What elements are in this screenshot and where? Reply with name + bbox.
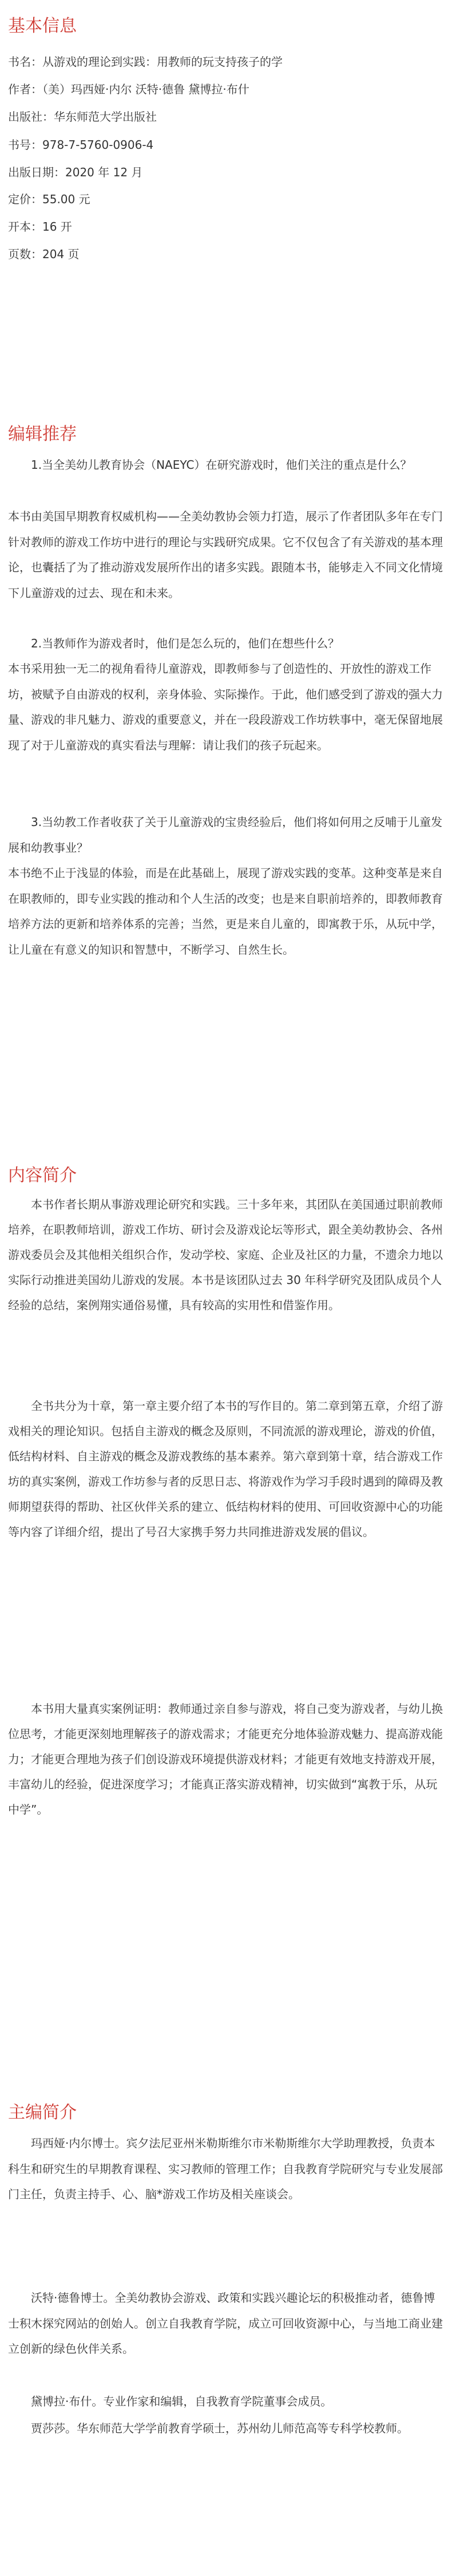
intro-deborah-bush: 黛博拉·布什。专业作家和编辑，自我教育学院董事会成员。 <box>8 2395 332 2408</box>
intro-jia-shasha: 贾莎莎。华东师范大学学前教育学硕士，苏州幼儿师范高等专科学校教师。 <box>8 2421 409 2435</box>
summary-paragraph-2: 全书共分为十章，第一章主要介绍了本书的写作目的。第二章到第五章，介绍了游戏相关的理论知识。包括自主游戏的概念及原则，不同流派的游戏理论，游戏的价值，低结构材料、自主游戏的概念及游戏教练的基本素养。第六章到第十章，结合游戏工作坊的真实案例，游戏工作坊参与者的反思日志、将游戏作为学习手段时遇到的障碍及教师期望获得的帮助、社区伙伴关系的建立、低结构材料的使用、可回收资源中心的功能等内容了详细介绍，提出了号召大家携手努力共同推进游戏发展的倡议。 <box>8 1399 443 1539</box>
content-summary-heading: 内容简介 <box>8 1165 77 1186</box>
recommendation-answer-3: 本书绝不止于浅显的体验，而是在此基础上，展现了游戏实践的变革。这种变革是来自在职教师的，即专业实践的推动和个人生活的改变；也是来自职前培养的，即教师教育培养方法的更新和培养体系的完善；当然，更是来自儿童的，即寓教于乐，从玩中学，让儿童在有意义的知识和智慧中，不断学习、自然生长。 <box>8 866 443 957</box>
editor-recommendation-heading: 编辑推荐 <box>8 424 77 444</box>
book-title-line: 书名：从游戏的理论到实践：用教师的玩支持孩子的学 <box>8 55 283 69</box>
pages-line: 页数：204 页 <box>8 247 80 261</box>
publisher-line: 出版社：华东师范大学出版社 <box>8 110 157 124</box>
recommendation-answer-2: 本书采用独一无二的视角看待儿童游戏，即教师参与了创造性的、开放性的游戏工作坊，被赋予自由游戏的权利，亲身体验、实际操作。于此，他们感受到了游戏的强大力量、游戏的非凡魅力、游戏的重要意义，并在一段段游戏工作坊轶事中，毫无保留地展现了对于儿童游戏的真实看法与理解：请让我们的孩子玩起来。 <box>8 662 443 752</box>
format-line: 开本：16 开 <box>8 220 72 234</box>
price-line: 定价：55.00 元 <box>8 192 90 206</box>
recommendation-question-3: 3.当幼教工作者收获了关于儿童游戏的宝贵经验后，他们将如何用之反哺于儿童发展和幼教事业？ <box>8 815 443 855</box>
summary-paragraph-3: 本书用大量真实案例证明：教师通过亲自参与游戏，将自己变为游戏者，与幼儿换位思考，才能更深刻地理解孩子的游戏需求；才能更充分地体验游戏魅力、提高游戏能力；才能更合理地为孩子们创设游戏环境提供游戏材料；才能更有效地支持游戏开展，丰富幼儿的经验，促进深度学习；才能真正落实游戏精神，切实做到“寓教于乐，从玩中学”。 <box>8 1702 443 1816</box>
recommendation-answer-1: 本书由美国早期教育权威机构——全美幼教协会领力打造，展示了作者团队多年在专门针对教师的游戏工作坊中进行的理论与实践研究成果。它不仅包含了有关游戏的基本理论，也囊括了为了推动游戏发展所作出的诸多实践。跟随本书，能够走入不同文化情境下儿童游戏的过去、现在和未来。 <box>8 509 443 600</box>
publish-date-line: 出版日期：2020 年 12 月 <box>8 165 143 179</box>
editor-intro-heading: 主编简介 <box>8 2103 77 2123</box>
isbn-line: 书号：978-7-5760-0906-4 <box>8 138 154 152</box>
intro-walter-drew: 沃特·德鲁博士。全美幼教协会游戏、政策和实践兴趣论坛的积极推动者，德鲁博士积木探究网站的创始人。创立自我教育学院，成立可回收资源中心，与当地工商业建立创新的绿色伙伴关系。 <box>8 2291 443 2356</box>
summary-paragraph-1: 本书作者长期从事游戏理论研究和实践。三十多年来，其团队在美国通过职前教师培养，在职教师培训，游戏工作坊、研讨会及游戏论坛等形式，跟全美幼教协会、各州游戏委员会及其他相关组织合作，发动学校、家庭、企业及社区的力量，不遗余力地以实际行动推进美国幼儿游戏的发展。本书是该团队过去 30 年科学研究及团队成员个人经验的总结，案例翔实通俗易懂，具有较高的实用性和借鉴作用。 <box>8 1198 443 1312</box>
basic-info-heading: 基本信息 <box>8 16 77 36</box>
intro-marcia-nell: 玛西娅·内尔博士。宾夕法尼亚州米勒斯维尔市米勒斯维尔大学助理教授，负责本科生和研究生的早期教育课程、实习教师的管理工作；自我教育学院研究与专业发展部门主任，负责主持手、心、脑*游戏工作坊及相关座谈会。 <box>8 2136 443 2201</box>
authors-line: 作者：（美）玛西娅·内尔 沃特·德鲁 黛博拉·布什 <box>8 82 249 96</box>
recommendation-question-1: 1.当全美幼儿教育协会（NAEYC）在研究游戏时，他们关注的重点是什么？ <box>8 458 412 472</box>
recommendation-question-2: 2.当教师作为游戏者时，他们是怎么玩的，他们在想些什么？ <box>8 637 340 650</box>
